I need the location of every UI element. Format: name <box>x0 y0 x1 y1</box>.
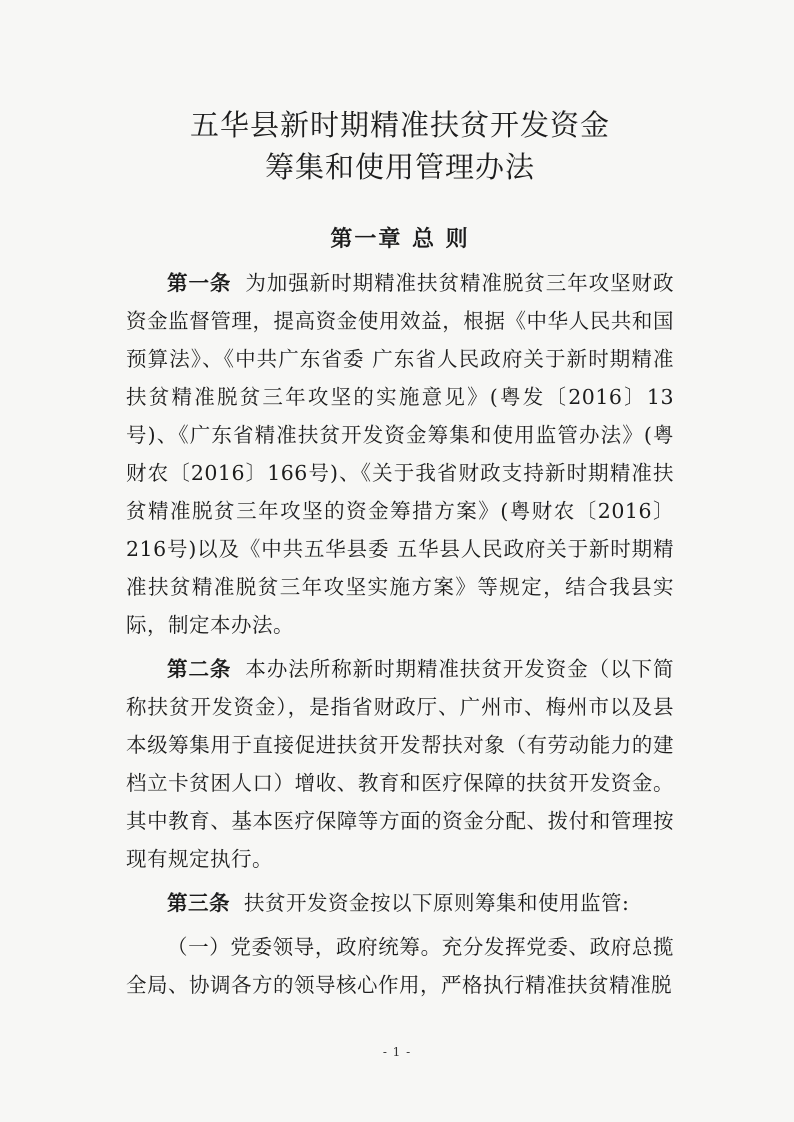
title-block <box>126 0 674 188</box>
article-1-text: 为加强新时期精准扶贫精准脱贫三年攻坚财政资金监督管理，提高资金使用效益，根据《中华人民共和国预算法》、《中共广东省委 广东省人民政府关于新时期精准扶贫精准脱贫三年攻坚的实施意见》(粤发〔2016〕13号)、《广东省精准扶贫开发资金筹集和使用监管办法》(粤财农〔2016〕166号)、《关于我省财政支持新时期精准扶贫精准脱贫三年攻坚的资金筹措方案》(粤财农〔2016〕216号)以及《中共五华县委 五华县人民政府关于新时期精准扶贫精准脱贫三年攻坚实施方案》等规定，结合我县实际，制定本办法。 <box>126 271 675 637</box>
article-3-item-1: （一）党委领导，政府统筹。充分发挥党委、政府总揽全局、协调各方的领导核心作用，严格执行精准扶贫精准脱 <box>126 935 674 997</box>
article-2 <box>126 650 674 878</box>
document-title-line1: 五华县新时期精准扶贫开发资金 <box>189 108 610 142</box>
article-1-label: 第一条 <box>167 271 232 295</box>
document-title-line2: 筹集和使用管理办法 <box>264 150 535 184</box>
article-2-text: 本办法所称新时期精准扶贫开发资金（以下简称扶贫开发资金），是指省财政厅、广州市、梅州市以及县本级筹集用于直接促进扶贫开发帮扶对象（有劳动能力的建档立卡贫困人口）增收、教育和医疗保障的扶贫开发资金。其中教育、基本医疗保障等方面的资金分配、拨付和管理按现有规定执行。 <box>126 657 675 871</box>
article-1 <box>126 264 674 644</box>
page-number: - 1 - <box>382 1045 412 1059</box>
article-3 <box>126 884 674 922</box>
article-3-text: 扶贫开发资金按以下原则筹集和使用监管: <box>244 891 630 915</box>
article-3-label: 第三条 <box>167 891 230 915</box>
chapter-heading: 第一章 总 则 <box>330 226 470 252</box>
article-2-label: 第二条 <box>167 657 232 681</box>
